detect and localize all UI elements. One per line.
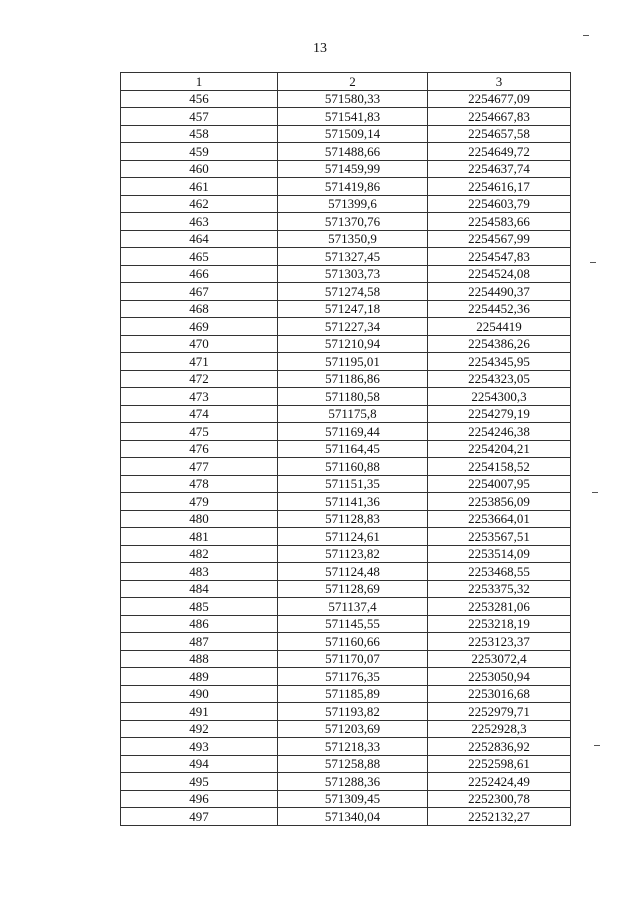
y-coordinate-cell: 2253856,09 <box>428 493 571 511</box>
table-row <box>121 178 571 196</box>
column-header: 2 <box>278 73 428 91</box>
table-row <box>121 423 571 441</box>
table-row <box>121 563 571 581</box>
x-coordinate-cell: 571186,86 <box>278 370 428 388</box>
point-number-cell: 496 <box>121 790 278 808</box>
point-number-cell: 476 <box>121 440 278 458</box>
x-coordinate-cell: 571210,94 <box>278 335 428 353</box>
x-coordinate-cell: 571170,07 <box>278 650 428 668</box>
y-coordinate-cell: 2254583,66 <box>428 213 571 231</box>
scan-mark <box>592 492 598 493</box>
point-number-cell: 469 <box>121 318 278 336</box>
y-coordinate-cell: 2254524,08 <box>428 265 571 283</box>
x-coordinate-cell: 571288,36 <box>278 773 428 791</box>
x-coordinate-cell: 571488,66 <box>278 143 428 161</box>
scan-mark <box>590 262 596 263</box>
table-row <box>121 685 571 703</box>
table-row <box>121 143 571 161</box>
coordinates-table <box>120 72 571 826</box>
table-row <box>121 440 571 458</box>
table-row <box>121 510 571 528</box>
x-coordinate-cell: 571124,48 <box>278 563 428 581</box>
y-coordinate-cell: 2254007,95 <box>428 475 571 493</box>
x-coordinate-cell: 571580,33 <box>278 90 428 108</box>
point-number-cell: 460 <box>121 160 278 178</box>
x-coordinate-cell: 571124,61 <box>278 528 428 546</box>
x-coordinate-cell: 571151,35 <box>278 475 428 493</box>
table-row <box>121 668 571 686</box>
scan-mark <box>594 745 600 746</box>
x-coordinate-cell: 571350,9 <box>278 230 428 248</box>
table-row <box>121 248 571 266</box>
y-coordinate-cell: 2252424,49 <box>428 773 571 791</box>
x-coordinate-cell: 571141,36 <box>278 493 428 511</box>
point-number-cell: 464 <box>121 230 278 248</box>
y-coordinate-cell: 2254345,95 <box>428 353 571 371</box>
point-number-cell: 458 <box>121 125 278 143</box>
y-coordinate-cell: 2254323,05 <box>428 370 571 388</box>
y-coordinate-cell: 2253016,68 <box>428 685 571 703</box>
point-number-cell: 495 <box>121 773 278 791</box>
point-number-cell: 479 <box>121 493 278 511</box>
y-coordinate-cell: 2254657,58 <box>428 125 571 143</box>
x-coordinate-cell: 571309,45 <box>278 790 428 808</box>
point-number-cell: 477 <box>121 458 278 476</box>
y-coordinate-cell: 2254649,72 <box>428 143 571 161</box>
point-number-cell: 482 <box>121 545 278 563</box>
y-coordinate-cell: 2253468,55 <box>428 563 571 581</box>
x-coordinate-cell: 571169,44 <box>278 423 428 441</box>
point-number-cell: 497 <box>121 808 278 826</box>
point-number-cell: 490 <box>121 685 278 703</box>
point-number-cell: 465 <box>121 248 278 266</box>
y-coordinate-cell: 2253664,01 <box>428 510 571 528</box>
table-row <box>121 720 571 738</box>
x-coordinate-cell: 571274,58 <box>278 283 428 301</box>
table-row <box>121 458 571 476</box>
y-coordinate-cell: 2254547,83 <box>428 248 571 266</box>
table-header-row <box>121 73 571 91</box>
point-number-cell: 486 <box>121 615 278 633</box>
point-number-cell: 467 <box>121 283 278 301</box>
table-row <box>121 108 571 126</box>
point-number-cell: 463 <box>121 213 278 231</box>
table-row <box>121 213 571 231</box>
table-row <box>121 283 571 301</box>
table-row <box>121 633 571 651</box>
y-coordinate-cell: 2254279,19 <box>428 405 571 423</box>
column-header: 1 <box>121 73 278 91</box>
point-number-cell: 473 <box>121 388 278 406</box>
point-number-cell: 474 <box>121 405 278 423</box>
table-row <box>121 598 571 616</box>
point-number-cell: 471 <box>121 353 278 371</box>
x-coordinate-cell: 571175,8 <box>278 405 428 423</box>
x-coordinate-cell: 571340,04 <box>278 808 428 826</box>
table-row <box>121 90 571 108</box>
x-coordinate-cell: 571180,58 <box>278 388 428 406</box>
point-number-cell: 489 <box>121 668 278 686</box>
x-coordinate-cell: 571176,35 <box>278 668 428 686</box>
y-coordinate-cell: 2254386,26 <box>428 335 571 353</box>
y-coordinate-cell: 2253072,4 <box>428 650 571 668</box>
table-row <box>121 230 571 248</box>
table-row <box>121 405 571 423</box>
y-coordinate-cell: 2253050,94 <box>428 668 571 686</box>
table-row <box>121 808 571 826</box>
point-number-cell: 459 <box>121 143 278 161</box>
y-coordinate-cell: 2252598,61 <box>428 755 571 773</box>
x-coordinate-cell: 571459,99 <box>278 160 428 178</box>
point-number-cell: 488 <box>121 650 278 668</box>
x-coordinate-cell: 571541,83 <box>278 108 428 126</box>
y-coordinate-cell: 2252836,92 <box>428 738 571 756</box>
y-coordinate-cell: 2253514,09 <box>428 545 571 563</box>
x-coordinate-cell: 571227,34 <box>278 318 428 336</box>
table-row <box>121 528 571 546</box>
x-coordinate-cell: 571128,69 <box>278 580 428 598</box>
table-row <box>121 388 571 406</box>
point-number-cell: 457 <box>121 108 278 126</box>
y-coordinate-cell: 2253375,32 <box>428 580 571 598</box>
y-coordinate-cell: 2254419 <box>428 318 571 336</box>
table-row <box>121 790 571 808</box>
table-row <box>121 755 571 773</box>
point-number-cell: 492 <box>121 720 278 738</box>
page-number: 13 <box>313 41 327 56</box>
y-coordinate-cell: 2254603,79 <box>428 195 571 213</box>
x-coordinate-cell: 571203,69 <box>278 720 428 738</box>
x-coordinate-cell: 571327,45 <box>278 248 428 266</box>
table-row <box>121 703 571 721</box>
point-number-cell: 480 <box>121 510 278 528</box>
table-row <box>121 615 571 633</box>
point-number-cell: 466 <box>121 265 278 283</box>
x-coordinate-cell: 571185,89 <box>278 685 428 703</box>
x-coordinate-cell: 571123,82 <box>278 545 428 563</box>
table-row <box>121 195 571 213</box>
point-number-cell: 475 <box>121 423 278 441</box>
table-row <box>121 580 571 598</box>
y-coordinate-cell: 2252132,27 <box>428 808 571 826</box>
x-coordinate-cell: 571370,76 <box>278 213 428 231</box>
point-number-cell: 483 <box>121 563 278 581</box>
point-number-cell: 487 <box>121 633 278 651</box>
table-row <box>121 493 571 511</box>
table-row <box>121 650 571 668</box>
point-number-cell: 481 <box>121 528 278 546</box>
table-row <box>121 370 571 388</box>
x-coordinate-cell: 571137,4 <box>278 598 428 616</box>
point-number-cell: 461 <box>121 178 278 196</box>
point-number-cell: 494 <box>121 755 278 773</box>
table-row <box>121 125 571 143</box>
x-coordinate-cell: 571193,82 <box>278 703 428 721</box>
y-coordinate-cell: 2252928,3 <box>428 720 571 738</box>
x-coordinate-cell: 571164,45 <box>278 440 428 458</box>
x-coordinate-cell: 571258,88 <box>278 755 428 773</box>
point-number-cell: 472 <box>121 370 278 388</box>
x-coordinate-cell: 571128,83 <box>278 510 428 528</box>
x-coordinate-cell: 571509,14 <box>278 125 428 143</box>
y-coordinate-cell: 2254246,38 <box>428 423 571 441</box>
table-row <box>121 160 571 178</box>
y-coordinate-cell: 2254158,52 <box>428 458 571 476</box>
x-coordinate-cell: 571160,88 <box>278 458 428 476</box>
x-coordinate-cell: 571399,6 <box>278 195 428 213</box>
y-coordinate-cell: 2254452,36 <box>428 300 571 318</box>
table-row <box>121 475 571 493</box>
point-number-cell: 493 <box>121 738 278 756</box>
table-body <box>121 90 571 825</box>
x-coordinate-cell: 571218,33 <box>278 738 428 756</box>
y-coordinate-cell: 2254490,37 <box>428 283 571 301</box>
point-number-cell: 484 <box>121 580 278 598</box>
point-number-cell: 468 <box>121 300 278 318</box>
x-coordinate-cell: 571195,01 <box>278 353 428 371</box>
scan-mark <box>583 35 589 36</box>
x-coordinate-cell: 571303,73 <box>278 265 428 283</box>
point-number-cell: 491 <box>121 703 278 721</box>
y-coordinate-cell: 2254616,17 <box>428 178 571 196</box>
x-coordinate-cell: 571160,66 <box>278 633 428 651</box>
y-coordinate-cell: 2252979,71 <box>428 703 571 721</box>
point-number-cell: 470 <box>121 335 278 353</box>
x-coordinate-cell: 571145,55 <box>278 615 428 633</box>
y-coordinate-cell: 2254204,21 <box>428 440 571 458</box>
table-row <box>121 318 571 336</box>
point-number-cell: 462 <box>121 195 278 213</box>
y-coordinate-cell: 2253123,37 <box>428 633 571 651</box>
y-coordinate-cell: 2253567,51 <box>428 528 571 546</box>
y-coordinate-cell: 2254677,09 <box>428 90 571 108</box>
point-number-cell: 485 <box>121 598 278 616</box>
y-coordinate-cell: 2254637,74 <box>428 160 571 178</box>
table-row <box>121 335 571 353</box>
y-coordinate-cell: 2252300,78 <box>428 790 571 808</box>
point-number-cell: 478 <box>121 475 278 493</box>
table-row <box>121 300 571 318</box>
y-coordinate-cell: 2254567,99 <box>428 230 571 248</box>
y-coordinate-cell: 2254667,83 <box>428 108 571 126</box>
table-row <box>121 265 571 283</box>
point-number-cell: 456 <box>121 90 278 108</box>
x-coordinate-cell: 571247,18 <box>278 300 428 318</box>
table-row <box>121 738 571 756</box>
x-coordinate-cell: 571419,86 <box>278 178 428 196</box>
y-coordinate-cell: 2253218,19 <box>428 615 571 633</box>
y-coordinate-cell: 2253281,06 <box>428 598 571 616</box>
table-row <box>121 545 571 563</box>
y-coordinate-cell: 2254300,3 <box>428 388 571 406</box>
table-row <box>121 353 571 371</box>
column-header: 3 <box>428 73 571 91</box>
table-row <box>121 773 571 791</box>
